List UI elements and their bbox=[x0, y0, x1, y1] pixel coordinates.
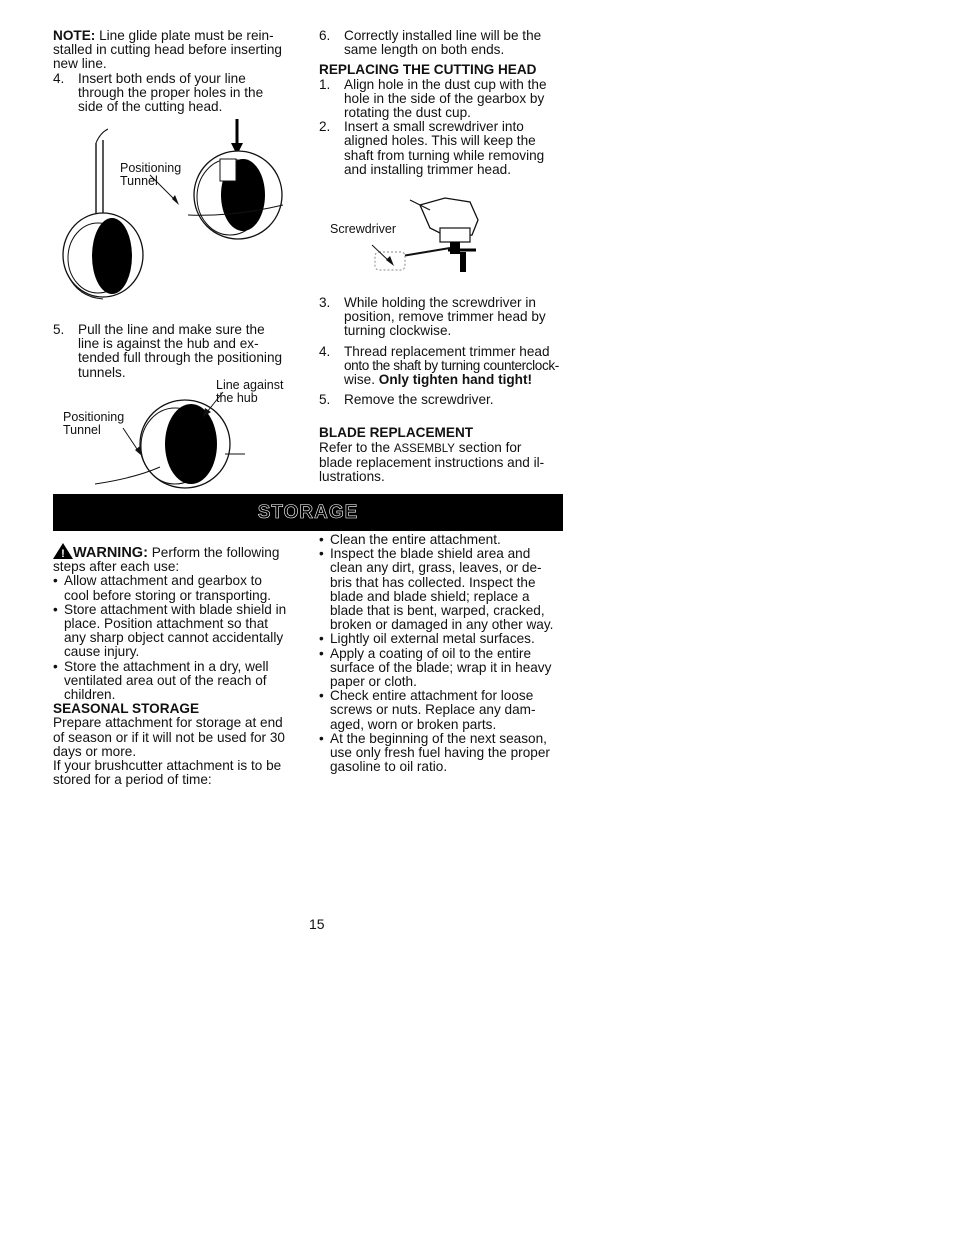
trimmer-head-figure-2 bbox=[95, 392, 255, 492]
figure3-label: Screwdriver bbox=[330, 222, 396, 236]
storage-right-column: • Clean the entire attachment. • Inspect the blade shield area and clean any dirt, grass, leaves, or de- bris that has collected. Inspect the blade and blade shield; replace a blade that is bent, warped, cracked, broken or damaged in any other way. • Lightly oil external metal surfaces. • Apply a coating of oil to the entire surface of the blade; wrap it in heavy paper or cloth. • Check entire attachment for loose screws or nuts. Replace any dam- aged, worn or broken parts. • At the beginning of the next season, use only fresh fuel having the proper gasoline to oil ratio. bbox=[319, 532, 554, 775]
replacing-cutting-head-heading: REPLACING THE CUTTING HEAD bbox=[319, 62, 537, 78]
seasonal-storage-heading: SEASONAL STORAGE bbox=[53, 701, 200, 717]
svg-text:!: ! bbox=[61, 548, 65, 560]
blade-replacement-heading: BLADE REPLACEMENT bbox=[319, 425, 474, 441]
right-mid-section: 3. While holding the screwdriver in position, remove trimmer head by turning clockwise. 4. Thread replacement trimmer head onto the shaft by turning counterclock- wise. Only tighten hand tight! 5. Remove the screwdriver. BLADE REPLACEMENT Refer to the ASSEMBLY section for blade replacement instructions and il- lustrations. bbox=[319, 296, 569, 484]
figure2-label-tunnel: Positioning Tunnel bbox=[63, 410, 125, 437]
gearbox-screwdriver-figure bbox=[350, 190, 490, 285]
storage-banner: STORAGE bbox=[53, 494, 563, 531]
figure1-label: Positioning Tunnel bbox=[120, 161, 182, 188]
note-label: NOTE: bbox=[53, 28, 96, 43]
note-section: NOTE: Line glide plate must be rein- stalled in cutting head before inserting new line. 4. Insert both ends of your line through the proper holes in the side of the cutting head. bbox=[53, 29, 313, 114]
trimmer-head-figure-1 bbox=[58, 115, 288, 305]
right-top-section: 6. Correctly installed line will be the same length on both ends. REPLACING THE CUTTING HEAD 1. Align hole in the dust cup with the hole in the side of the gearbox by rotating the dust cup. 2. Insert a small screwdriver into aligned holes. This will keep the shaft from turning while removing and installing trimmer head. bbox=[319, 29, 569, 177]
figure2-label-hub: Line against the hub bbox=[216, 378, 284, 405]
warning-label: WARNING: bbox=[73, 545, 148, 561]
warning-icon bbox=[53, 543, 73, 559]
page-number: 15 bbox=[309, 916, 325, 932]
step-4: 4. Insert both ends of your line through the proper holes in the side of the cutting head. bbox=[53, 70, 264, 115]
step-6: 6. Correctly installed line will be the same length on both ends. bbox=[319, 28, 542, 58]
storage-left-column: ! WARNING: Perform the following steps after each use: • Allow attachment and gearbox to cool before storing or transporting. • Store attachment with blade shield in place. Position attachment so that any sharp object cannot accidentally cause injury. • Store the attachment in a dry, well ventilated area out of the reach of children. SEASONAL STORAGE Prepare attachment for storage at end of season or if it will not be used for 30 days or more. If your brushcutter attachment is to be stored for a period of time: bbox=[53, 541, 308, 787]
step-5: 5. Pull the line and make sure the line is against the hub and ex- tended full through the positioning tunnels. bbox=[53, 322, 283, 380]
